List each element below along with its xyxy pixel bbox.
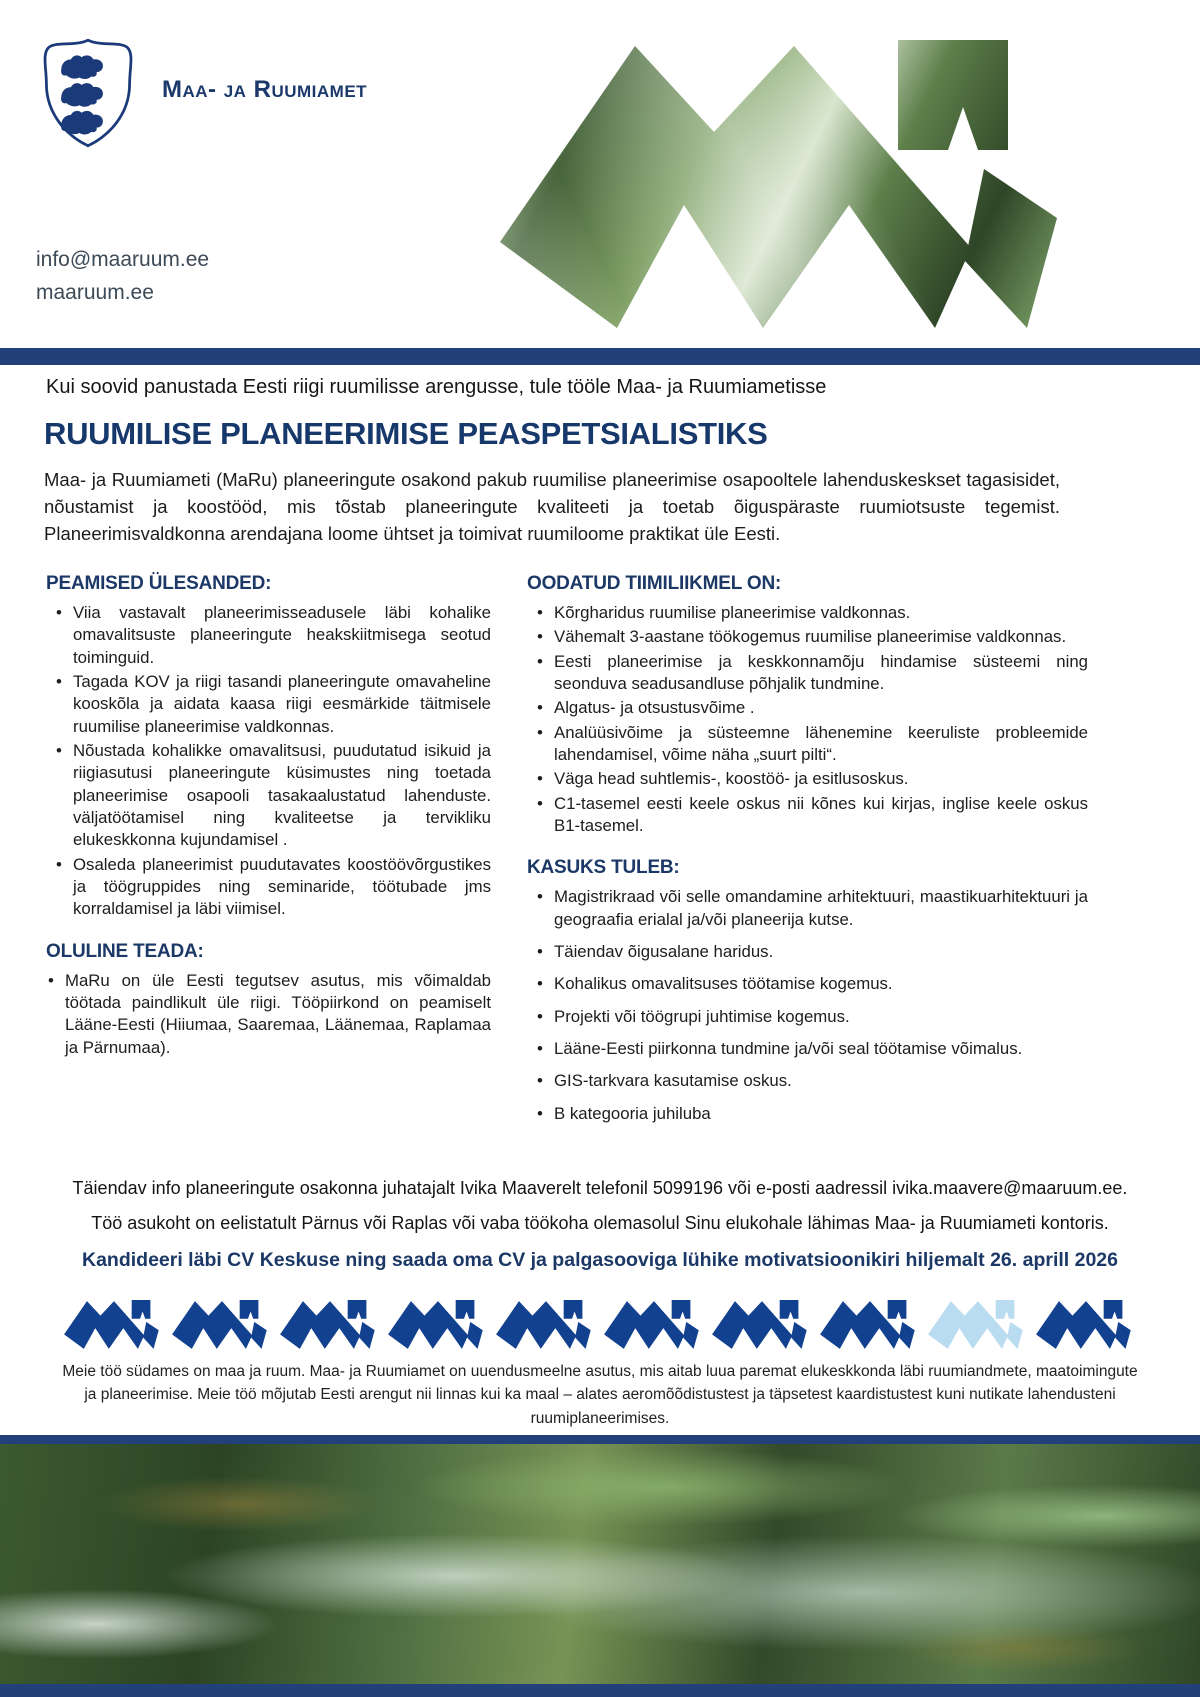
main-content bbox=[0, 366, 1200, 1135]
list-item: • GIS-tarkvara kasutamise oskus. bbox=[537, 1070, 1088, 1092]
tasks-list bbox=[46, 602, 491, 921]
important-list bbox=[46, 970, 491, 1059]
bottom-aerial-photo bbox=[0, 1444, 1200, 1684]
important-heading: OLULINE TEADA: bbox=[46, 940, 204, 962]
tasks-heading: PEAMISED ÜLESANDED: bbox=[46, 573, 272, 594]
left-column bbox=[46, 573, 491, 1135]
benefits-heading: KASUKS TULEB: bbox=[527, 857, 680, 879]
top-divider-bar bbox=[0, 348, 1200, 365]
right-column bbox=[527, 573, 1088, 1135]
list-item: • Eesti planeerimise ja keskkonnamõju hindamise süsteemi ning seonduva seadusandluse põhjalik tundmine. bbox=[537, 651, 1088, 696]
bottom-divider-bar bbox=[0, 1435, 1200, 1444]
list-item: • Projekti või töögrupi juhtimise kogemus. bbox=[537, 1006, 1088, 1028]
list-item: • Kohalikus omavalitsuses töötamise kogemus. bbox=[537, 973, 1088, 995]
estonian-coat-of-arms-logo bbox=[40, 36, 136, 150]
two-column-lists bbox=[46, 573, 1088, 1135]
mission-statement: Meie töö südames on maa ja ruum. Maa- ja Ruumiamet on uuendusmeelne asutus, mis aitab luua paremat elukeskkonda läbi ruumiandmete, maatoimingute ja planeerimise. Meie töö mõjutab Eesti arengut nii linnas kui ka maal – alates aeromõõdistustest ja täpsetest kaardistustest kuni nutikate lahendusteni ruumiplaneerimises. bbox=[62, 1363, 1138, 1427]
job-title: RUUMILISE PLANEERIMISE PEASPETSIALISTIKS bbox=[44, 416, 768, 451]
list-item: • Analüüsivõime ja süsteemne lähenemine keeruliste probleemide lahendamisel, võime näha „suurt pilti“. bbox=[537, 722, 1088, 767]
list-item: • B kategooria juhiluba bbox=[537, 1103, 1088, 1125]
benefits-section bbox=[527, 857, 1088, 1125]
zigzag-logo-band bbox=[57, 1298, 1143, 1352]
list-item: • Algatus- ja otsustusvõime . bbox=[537, 697, 1088, 719]
list-item: • Vähemalt 3-aastane töökogemus ruumilise planeerimise valdkonnas. bbox=[537, 626, 1088, 648]
list-item: • Tagada KOV ja riigi tasandi planeeringute omavaheline kooskõla ja aidata kaasa riigi eesmärkide täitmisele ruumilise planeerimise valdkonnas. bbox=[56, 671, 491, 738]
tagline: Kui soovid panustada Eesti riigi ruumilisse arengusse, tule tööle Maa- ja Ruumiametisse bbox=[46, 376, 827, 398]
list-item: • Täiendav õigusalane haridus. bbox=[537, 941, 1088, 963]
apply-instruction-line: Kandideeri läbi CV Keskuse ning saada oma CV ja palgasooviga lühike motivatsioonikiri hiljemalt 26. aprill 2026 bbox=[81, 1249, 1118, 1271]
list-item: • Viia vastavalt planeerimisseadusele läbi kohalike omavalitsuste planeeringute heakskiitmisega seotud toiminguid. bbox=[56, 602, 491, 669]
footer-info bbox=[0, 1178, 1200, 1272]
list-item: • Nõustada kohalikke omavalitsusi, puudutatud isikuid ja riigiasutusi planeeringute küsimustes ning toetada planeerimise osapooli tasakaalustatud lahenduste. väljatöötamisel ning kvaliteetse ja tervikliku elukeskkonna kujundamisel . bbox=[56, 740, 491, 852]
job-description: Maa- ja Ruumiameti (MaRu) planeeringute osakond pakub ruumilise planeerimise osapooltele lahenduskeskset tagasisidet, nõustamist ja koostööd, mis tõstab planeeringute kvaliteeti ja toetab õiguspäraste ruumiotsuste tegemist. Planeerimisvaldkonna arendajana loome ühtset ja toimivat ruumiloome praktikat üle Eesti. bbox=[44, 469, 1060, 544]
expected-heading: OODATUD TIIMILIIKMEL ON: bbox=[527, 573, 782, 594]
list-item: • Magistrikraad või selle omandamine arhitektuuri, maastikuarhitektuuri ja geograafia erialal ja/või planeerija kutse. bbox=[537, 886, 1088, 931]
additional-info-line: Täiendav info planeeringute osakonna juhatajalt Ivika Maaverelt telefonil 5099196 või e-posti aadressil ivika.maavere@maaruum.ee. bbox=[72, 1178, 1128, 1198]
lion-figures bbox=[61, 55, 103, 134]
list-item: • Lääne-Eesti piirkonna tundmine ja/või seal töötamise võimalus. bbox=[537, 1038, 1088, 1060]
benefits-list bbox=[527, 886, 1088, 1125]
work-location-line: Töö asukoht on eelistatult Pärnus või Raplas või vaba töökoha olemasolul Sinu elukohale lähimas Maa- ja Ruumiameti kontoris. bbox=[91, 1213, 1109, 1233]
list-item: • Väga head suhtlemis-, koostöö- ja esitlusoskus. bbox=[537, 768, 1088, 790]
important-section bbox=[46, 941, 491, 1059]
expected-list bbox=[527, 602, 1088, 837]
contact-info bbox=[36, 244, 209, 309]
bottom-edge-bar bbox=[0, 1684, 1200, 1697]
list-item: • MaRu on üle Eesti tegutsev asutus, mis võimaldab töötada paindlikult üle riigi. Tööpiirkond on peamiselt Lääne-Eesti (Hiiumaa, Saaremaa, Läänemaa, Raplamaa ja Pärnumaa). bbox=[48, 970, 491, 1059]
agency-name: Maa- ja Ruumiamet bbox=[162, 76, 368, 103]
contact-website: maaruum.ee bbox=[36, 280, 154, 304]
list-item: • Osaleda planeerimist puudutavates koostöövõrgustikes ja töögruppides ning seminaride, töötubade jms korraldamisel ja läbi viimisel. bbox=[56, 854, 491, 921]
contact-email: info@maaruum.ee bbox=[36, 248, 210, 271]
list-item: • C1-tasemel eesti keele oskus nii kõnes kui kirjas, inglise keele oskus B1-tasemel. bbox=[537, 793, 1088, 838]
list-item: • Kõrgharidus ruumilise planeerimise valdkonnas. bbox=[537, 602, 1088, 624]
aerial-photo-m-mask bbox=[488, 33, 1100, 335]
